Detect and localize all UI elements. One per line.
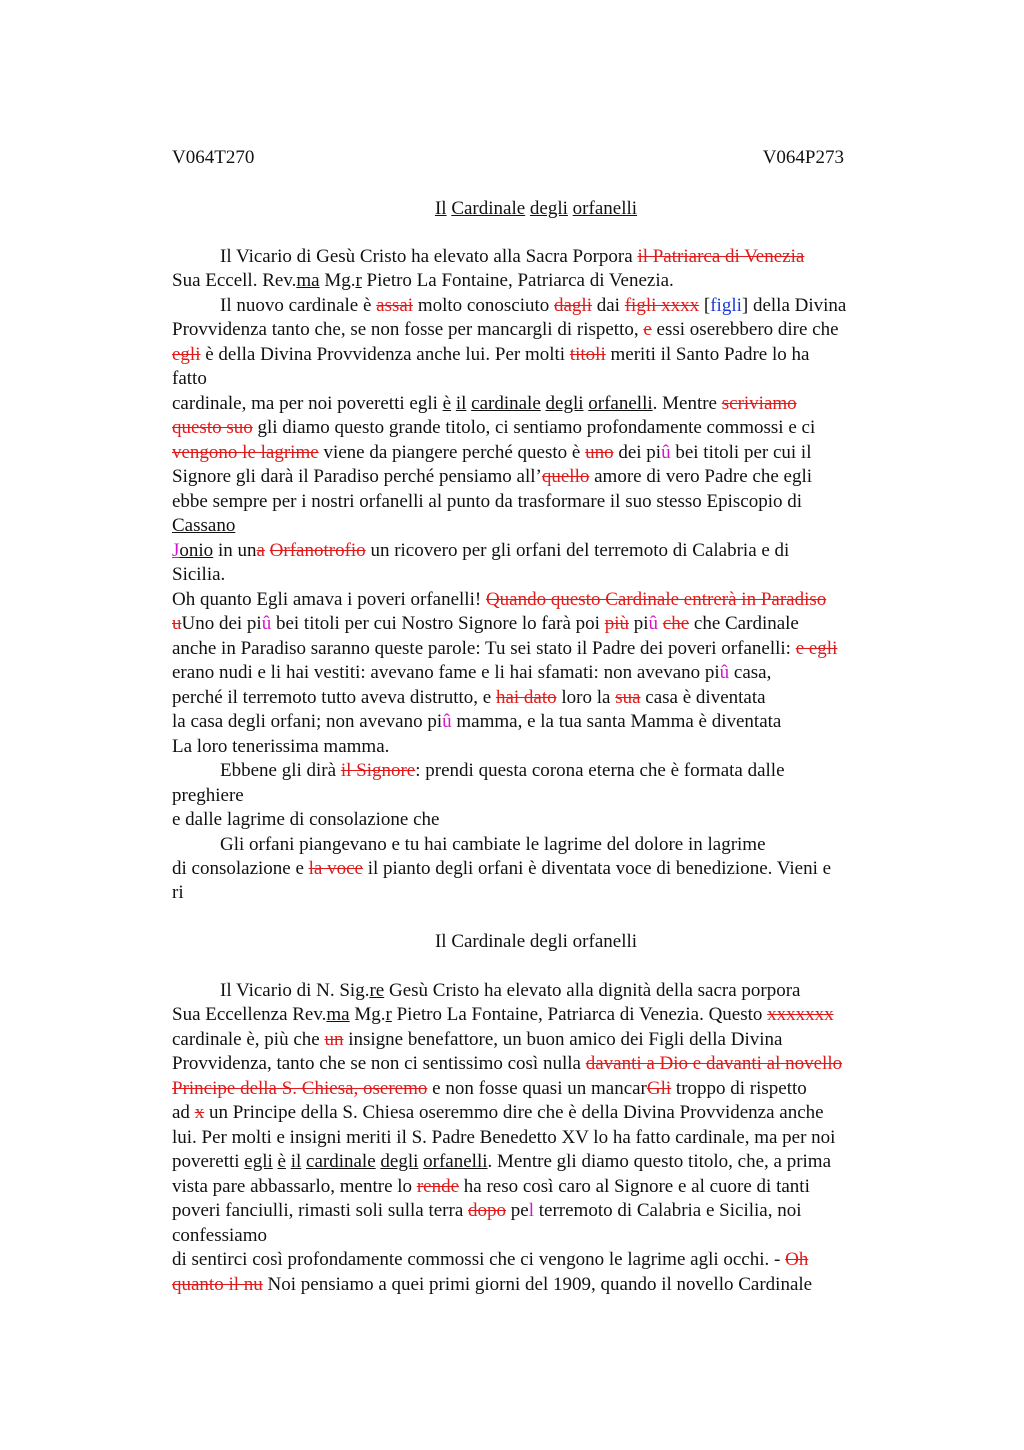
- deleted-text: Quando questo Cardinale entrerà in Paradiso: [485, 589, 827, 610]
- text-run: di sentirci così profondamente commossi che ci vengono le lagrime agli occhi. -: [172, 1249, 786, 1270]
- text-run: cardinale, ma per noi poveretti egli: [172, 393, 443, 414]
- deleted-text: dopo: [468, 1200, 507, 1221]
- text-run: troppo di rispetto: [671, 1078, 807, 1099]
- text-line: [172, 343, 809, 367]
- text-run: poveri fanciulli, rimasti soli sulla terra: [172, 1200, 469, 1221]
- deleted-text: assai: [376, 295, 414, 316]
- text-run: Noi pensiamo a quei primi giorni del 1909, quando il novello Cardinale: [262, 1274, 813, 1295]
- text-run: Oh quanto Egli amava i poveri orfanelli!: [172, 589, 486, 610]
- text-run: Mg.: [319, 270, 356, 291]
- text-run: gli diamo questo grande titolo, ci sentiamo profondamente commossi e ci: [252, 417, 816, 438]
- underlined-text: onio: [179, 540, 214, 561]
- text-line: [172, 661, 771, 685]
- text-run: un ricovero per gli orfani del terremoto di Calabria e di: [365, 540, 790, 561]
- text-run: poveretti: [172, 1151, 245, 1172]
- text-line: [172, 686, 766, 710]
- text-run: Mg.: [349, 1004, 386, 1025]
- title-word: degli: [529, 198, 568, 219]
- title-word: Cardinale: [451, 198, 526, 219]
- text-run: cardinale è, più che: [172, 1029, 325, 1050]
- text-line: [172, 1248, 808, 1272]
- deleted-text: scriviamo: [721, 393, 797, 414]
- text-run: un Principe della S. Chiesa oseremmo dire che è della Divina Provvidenza anche: [204, 1102, 824, 1123]
- underlined-text: cardinale: [306, 1151, 376, 1172]
- text-line: ebbe sempre per i nostri orfanelli al punto da trasformare il suo stesso Episcopio di: [172, 491, 803, 512]
- deleted-text: che: [662, 613, 690, 634]
- text-run: Gesù Cristo ha elevato alla dignità della sacra porpora: [384, 980, 801, 1001]
- text-run: . Mentre: [652, 393, 722, 414]
- underlined-text: è: [442, 393, 452, 414]
- deleted-text: e: [643, 319, 652, 340]
- text-run: e non fosse quasi un mancar: [427, 1078, 647, 1099]
- text-line: [172, 392, 797, 416]
- title-word: Il: [434, 198, 447, 219]
- text-line: [172, 1199, 802, 1223]
- text-line: [172, 514, 235, 538]
- text-line: [172, 1273, 812, 1297]
- deleted-text: il Patriarca di Venezia: [637, 246, 805, 267]
- text-line: [220, 979, 800, 1003]
- deleted-text: davanti a Dio e davanti al novello: [585, 1053, 843, 1074]
- text-run: casa,: [729, 662, 772, 683]
- text-run: insigne benefattore, un buon amico dei Figli della Divina: [343, 1029, 783, 1050]
- underlined-text: cardinale: [471, 393, 541, 414]
- text-run: perché il terremoto tutto aveva distrutto, e: [172, 687, 496, 708]
- deleted-text: quanto il nu: [172, 1274, 263, 1295]
- text-run: ] della Divina: [741, 295, 847, 316]
- underlined-text: è: [277, 1151, 286, 1172]
- text-run: che Cardinale: [689, 613, 799, 634]
- text-run: vista pare abbassarlo, mentre lo: [172, 1176, 417, 1197]
- underlined-text: orfanelli: [423, 1151, 488, 1172]
- underlined-text: Cassano: [172, 515, 236, 536]
- text-run: di consolazione e: [172, 858, 309, 879]
- text-run: erano nudi e li hai vestiti: avevano fame e li hai sfamati: non avevano pi: [172, 662, 720, 683]
- underlined-text: ma: [326, 1004, 350, 1025]
- text-run: bei titoli per cui Nostro Signore lo farà poi: [271, 613, 605, 634]
- text-line: [172, 1003, 834, 1027]
- text-run: il pianto degli orfani è diventata voce di benedizione. Vieni e: [362, 858, 832, 879]
- text-line: [172, 441, 811, 465]
- text-line: [172, 588, 826, 612]
- deleted-text: e egli: [795, 638, 838, 659]
- text-line: [220, 759, 785, 783]
- text-run: la casa degli orfani; non avevano pi: [172, 711, 443, 732]
- underlined-text: degli: [545, 393, 584, 414]
- text-line: [172, 1101, 824, 1125]
- text-line: [172, 539, 789, 563]
- text-run: . Mentre gli diamo questo titolo, che, a prima: [487, 1151, 832, 1172]
- text-line: [172, 1150, 831, 1174]
- underlined-text: r: [385, 1004, 392, 1025]
- text-run: Provvidenza, tanto che se non ci sentissimo così nulla: [172, 1053, 586, 1074]
- document-code-left: V064T270: [172, 147, 255, 168]
- section-title-1: [0, 197, 1024, 221]
- underlined-text: degli: [380, 1151, 419, 1172]
- text-run: ha reso così caro al Signore e al cuore di tanti: [459, 1176, 810, 1197]
- text-run: Provvidenza tanto che, se non fosse per mancargli di rispetto,: [172, 319, 644, 340]
- inserted-text: û: [261, 613, 272, 634]
- text-run: Sua Eccell. Rev.: [172, 270, 297, 291]
- text-run: anche in Paradiso saranno queste parole: Tu sei stato il Padre dei poveri orfanelli:: [172, 638, 796, 659]
- text-run: Ebbene gli dirà: [220, 760, 341, 781]
- underlined-text: orfanelli: [588, 393, 653, 414]
- deleted-text: egli: [172, 344, 201, 365]
- text-line: [172, 465, 812, 489]
- text-run: è della Divina Provvidenza anche lui. Per molti: [200, 344, 570, 365]
- text-line: [172, 416, 815, 440]
- deleted-text: u: [172, 613, 182, 634]
- inserted-text: û: [719, 662, 730, 683]
- text-line: Sicilia.: [172, 564, 226, 585]
- inserted-text: û: [661, 442, 671, 463]
- deleted-text: Gli: [646, 1078, 672, 1099]
- text-run: mamma, e la tua santa Mamma è diventata: [451, 711, 782, 732]
- text-run: viene da piangere perché questo è: [318, 442, 586, 463]
- text-line: [172, 857, 831, 881]
- text-line: [172, 1175, 810, 1199]
- deleted-text: questo suo: [172, 417, 253, 438]
- text-line: [172, 1028, 782, 1052]
- underlined-text: r: [355, 270, 362, 291]
- inserted-text: û: [648, 613, 659, 634]
- text-line: e dalle lagrime di consolazione che: [172, 809, 440, 830]
- text-line: [172, 710, 781, 734]
- deleted-text: vengono le lagrime: [172, 442, 319, 463]
- text-run: in un: [213, 540, 257, 561]
- text-run: loro la: [556, 687, 616, 708]
- inserted-text: û: [442, 711, 452, 732]
- text-run: dei pi: [613, 442, 662, 463]
- text-run: pi: [628, 613, 649, 634]
- deleted-text: Oh: [785, 1249, 809, 1270]
- underlined-text: il: [455, 393, 467, 414]
- text-line: Gli orfani piangevano e tu hai cambiate le lagrime del dolore in lagrime: [220, 834, 766, 855]
- text-run: Pietro La Fontaine, Patriarca di Venezia.: [361, 270, 674, 291]
- text-line: [172, 1052, 842, 1076]
- text-line: [220, 245, 804, 269]
- deleted-text: Principe della S. Chiesa, oseremo: [172, 1078, 428, 1099]
- deleted-text: quello: [541, 466, 590, 487]
- text-line: [172, 637, 837, 661]
- text-run: meriti il Santo Padre lo ha: [605, 344, 810, 365]
- text-line: fatto: [172, 368, 207, 389]
- deleted-text: più: [604, 613, 629, 634]
- deleted-text: un: [324, 1029, 344, 1050]
- deleted-text: titoli: [569, 344, 606, 365]
- text-run: dai: [592, 295, 625, 316]
- inserted-text: l: [528, 1200, 534, 1221]
- text-line: [172, 1077, 807, 1101]
- underlined-text: egli: [244, 1151, 273, 1172]
- title-word: orfanelli: [572, 198, 638, 219]
- deleted-text: la voce: [308, 858, 363, 879]
- text-line: [172, 612, 799, 636]
- deleted-text: il Signore: [340, 760, 416, 781]
- section-title-2: Il Cardinale degli orfanelli: [434, 931, 638, 952]
- deleted-text: Orfanotrofio: [269, 540, 366, 561]
- text-run: essi oserebbero dire che: [651, 319, 839, 340]
- text-run: bei titoli per cui il: [670, 442, 812, 463]
- underlined-text: il: [290, 1151, 302, 1172]
- inserted-text: J: [172, 540, 180, 561]
- text-line: confessiamo: [172, 1225, 267, 1246]
- text-line: La loro tenerissima mamma.: [172, 736, 390, 757]
- text-run: [: [699, 295, 711, 316]
- underlined-text: ma: [296, 270, 320, 291]
- deleted-text: xxxxxxx: [767, 1004, 834, 1025]
- deleted-text: figli xxxx: [624, 295, 700, 316]
- text-run: molto conosciuto: [413, 295, 554, 316]
- deleted-text: a: [256, 540, 265, 561]
- deleted-text: sua: [615, 687, 641, 708]
- underlined-text: re: [369, 980, 385, 1001]
- text-run: ad: [172, 1102, 195, 1123]
- deleted-text: rende: [416, 1176, 460, 1197]
- text-line: ri: [172, 882, 184, 903]
- text-run: amore di vero Padre che egli: [589, 466, 813, 487]
- text-run: Signore gli darà il Paradiso perché pensiamo all’: [172, 466, 542, 487]
- text-run: Uno dei pi: [181, 613, 262, 634]
- text-run: Sua Eccellenza Rev.: [172, 1004, 327, 1025]
- document-code-right: V064P273: [762, 147, 844, 168]
- deleted-text: dagli: [554, 295, 592, 316]
- text-line: lui. Per molti e insigni meriti il S. Padre Benedetto XV lo ha fatto cardinale, ma per noi: [172, 1127, 836, 1148]
- deleted-text: x: [194, 1102, 205, 1123]
- deleted-text: uno: [585, 442, 614, 463]
- deleted-text: hai dato: [495, 687, 557, 708]
- text-line: [220, 294, 846, 318]
- text-run: Il nuovo cardinale è: [220, 295, 377, 316]
- text-line: preghiere: [172, 785, 244, 806]
- inserted-text: figli: [710, 295, 742, 316]
- text-run: pe: [506, 1200, 529, 1221]
- text-run: Il Vicario di Gesù Cristo ha elevato alla Sacra Porpora: [220, 246, 638, 267]
- text-run: : prendi questa corona eterna che è formata dalle: [415, 760, 785, 781]
- text-run: casa è diventata: [640, 687, 766, 708]
- text-line: [172, 269, 674, 293]
- text-run: Pietro La Fontaine, Patriarca di Venezia. Questo: [391, 1004, 768, 1025]
- text-line: [172, 318, 839, 342]
- text-run: Il Vicario di N. Sig.: [220, 980, 370, 1001]
- text-run: terremoto di Calabria e Sicilia, noi: [533, 1200, 802, 1221]
